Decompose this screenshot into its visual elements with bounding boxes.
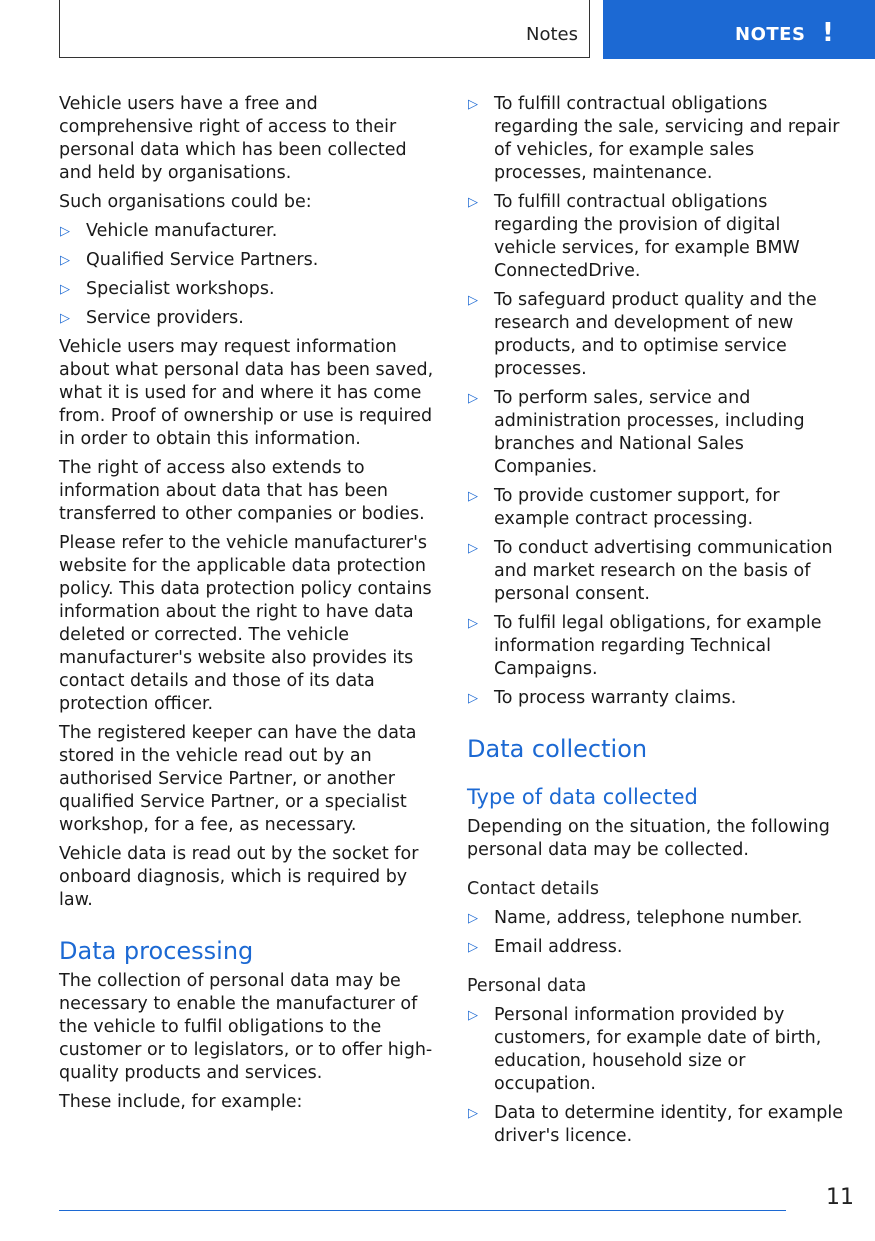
- list-item: [467, 687, 847, 710]
- list-item-text: To fulfill contractual obligations regarding the sale, servicing and repair of vehicles, for example sales processes, maintenance.: [494, 94, 840, 183]
- paragraph: These include, for example:: [59, 1092, 303, 1112]
- exclamation-icon: !: [822, 18, 834, 48]
- list-item-text: Personal information provided by customers, for example date of birth, education, household size or occupation.: [494, 1005, 822, 1094]
- paragraph: Vehicle data is read out by the socket for onboard diagnosis, which is required by law.: [59, 844, 419, 910]
- paragraph: Vehicle users may request information about what personal data has been saved, what it is used for and where it has come from. Proof of ownership or use is required in order to obtain this information.: [59, 337, 434, 449]
- bullet-triangle-icon: ▷: [468, 293, 478, 308]
- list-item: [467, 537, 847, 606]
- list-item-text: To process warranty claims.: [494, 688, 737, 708]
- list-item-text: Qualified Service Partners.: [86, 250, 319, 270]
- right-column: [467, 93, 847, 1154]
- paragraph: The registered keeper can have the data stored in the vehicle read out by an authorised Service Partner, or another qualified Service Partner, or a specialist workshop, for a fee, as necessary.: [59, 723, 417, 835]
- bullet-triangle-icon: ▷: [60, 224, 70, 239]
- list-item-text: Specialist workshops.: [86, 279, 275, 299]
- bullet-triangle-icon: ▷: [468, 97, 478, 112]
- list-item-text: Service providers.: [86, 308, 244, 328]
- list-item: [59, 220, 441, 243]
- bullet-triangle-icon: ▷: [60, 311, 70, 326]
- paragraph: Vehicle users have a free and comprehensive right of access to their personal data which has been collected and held by organisations.: [59, 94, 407, 183]
- bullet-triangle-icon: ▷: [468, 541, 478, 556]
- paragraph: Such organisations could be:: [59, 192, 312, 212]
- list-item: [467, 1102, 847, 1148]
- heading-data-collection: Data collection: [467, 735, 648, 763]
- paragraph: The right of access also extends to information about data that has been transferred to other companies or bodies.: [59, 458, 425, 524]
- list-item: [59, 249, 441, 272]
- list-item: [59, 307, 441, 330]
- list-item: [467, 93, 847, 185]
- bullet-triangle-icon: ▷: [468, 195, 478, 210]
- list-item-text: Vehicle manufacturer.: [86, 221, 278, 241]
- list-item-text: To fulfil legal obligations, for example information regarding Technical Campaigns.: [494, 613, 822, 679]
- heading-contact-details: Contact details: [467, 879, 599, 899]
- heading-personal-data: Personal data: [467, 976, 587, 996]
- bullet-triangle-icon: ▷: [468, 691, 478, 706]
- list-item-text: To safeguard product quality and the research and development of new products, and to optimise service processes.: [494, 290, 817, 379]
- chapter-tab: [603, 0, 875, 59]
- list-item: [467, 387, 847, 479]
- bullet-triangle-icon: ▷: [468, 391, 478, 406]
- list-item: [467, 191, 847, 283]
- paragraph: Please refer to the vehicle manufacturer's website for the applicable data protection policy. This data protection policy contains information about the right to have data deleted or corrected. The vehicle manufacturer's website also provides its contact details and those of its data protection officer.: [59, 533, 432, 714]
- bullet-triangle-icon: ▷: [468, 1008, 478, 1023]
- bullet-triangle-icon: ▷: [60, 253, 70, 268]
- paragraph: The collection of personal data may be necessary to enable the manufacturer of the vehicle to fulfil obligations to the customer or to legislators, or to offer high-quality products and services.: [59, 971, 433, 1083]
- list-item-text: To fulfill contractual obligations regarding the provision of digital vehicle services, for example BMW ConnectedDrive.: [494, 192, 800, 281]
- footer-rule: [59, 1210, 786, 1211]
- chapter-tab-label: NOTES: [735, 24, 806, 45]
- list-item-text: Data to determine identity, for example driver's licence.: [494, 1103, 844, 1146]
- list-item-text: Email address.: [494, 937, 623, 957]
- bullet-triangle-icon: ▷: [468, 911, 478, 926]
- contact-details-list: [467, 907, 847, 959]
- list-item: [467, 612, 847, 681]
- header-frame: [59, 0, 590, 58]
- personal-data-list: [467, 1004, 847, 1148]
- purposes-list: [467, 93, 847, 710]
- header-section-label: Notes: [526, 24, 578, 45]
- list-item: [467, 1004, 847, 1096]
- bullet-triangle-icon: ▷: [60, 282, 70, 297]
- bullet-triangle-icon: ▷: [468, 940, 478, 955]
- list-item-text: To conduct advertising communication and market research on the basis of personal consent.: [494, 538, 833, 604]
- list-item-text: To perform sales, service and administration processes, including branches and National Sales Companies.: [494, 388, 805, 477]
- paragraph: Depending on the situation, the following personal data may be collected.: [467, 817, 830, 860]
- organisations-list: [59, 220, 441, 330]
- left-column: [59, 93, 441, 1120]
- list-item-text: To provide customer support, for example contract processing.: [494, 486, 780, 529]
- list-item-text: Name, address, telephone number.: [494, 908, 803, 928]
- heading-type-of-data: Type of data collected: [467, 785, 698, 809]
- bullet-triangle-icon: ▷: [468, 1106, 478, 1121]
- list-item: [59, 278, 441, 301]
- bullet-triangle-icon: ▷: [468, 489, 478, 504]
- list-item: [467, 289, 847, 381]
- page-number: 11: [826, 1185, 854, 1210]
- list-item: [467, 485, 847, 531]
- heading-data-processing: Data processing: [59, 937, 254, 965]
- list-item: [467, 907, 847, 930]
- list-item: [467, 936, 847, 959]
- bullet-triangle-icon: ▷: [468, 616, 478, 631]
